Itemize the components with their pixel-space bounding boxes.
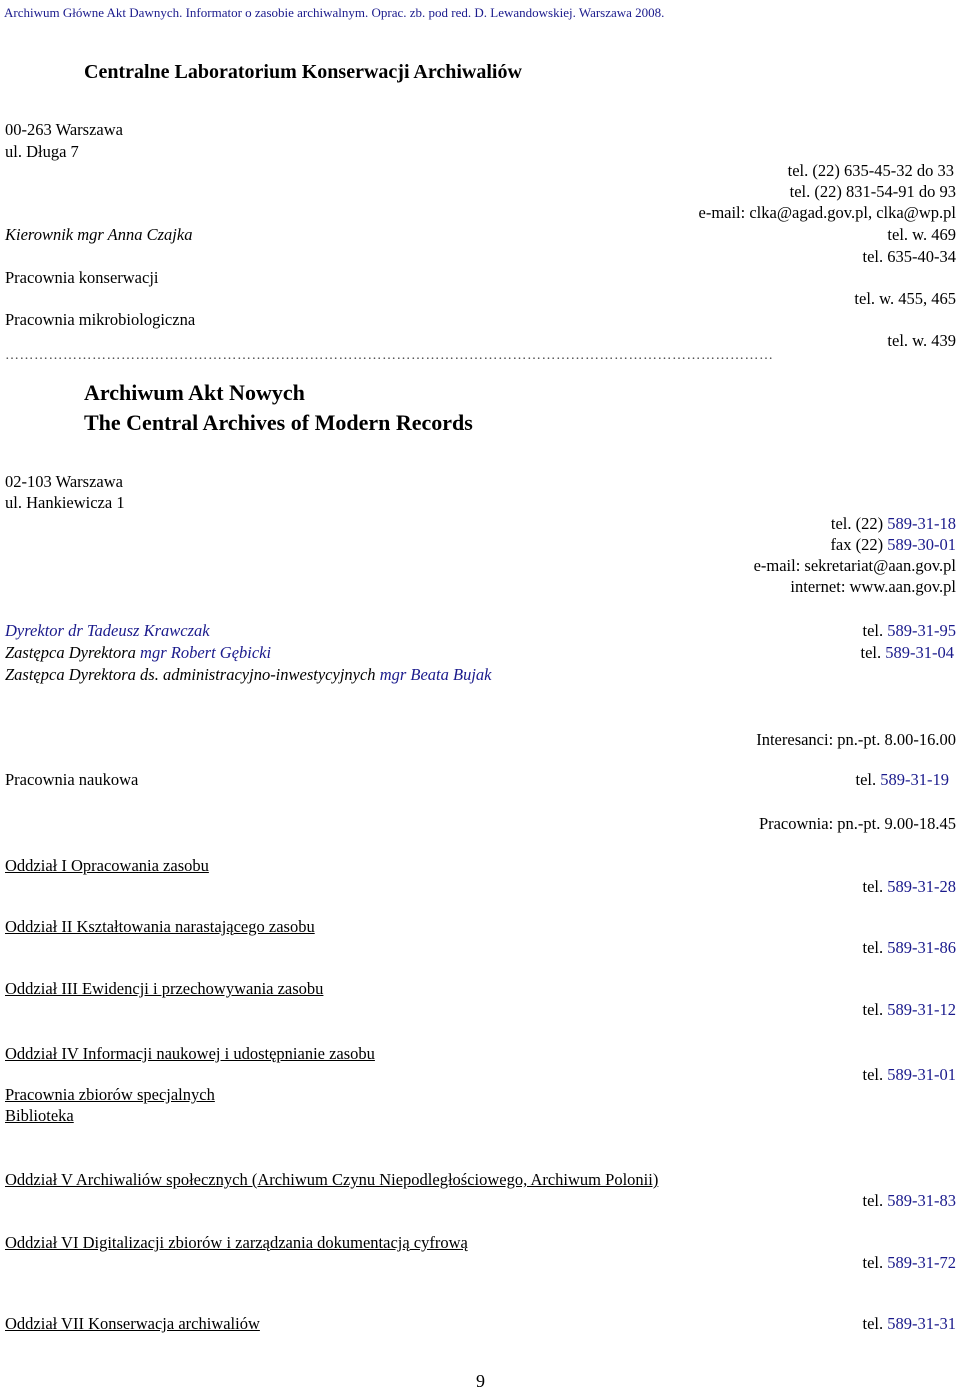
aan-reading-room: Pracownia naukowa xyxy=(5,770,139,789)
clka-conservation-lab: Pracownia konserwacji xyxy=(5,268,159,287)
aan-director-tel-label: tel. xyxy=(862,621,888,640)
clka-conservation-tel: tel. w. 455, 465 xyxy=(854,289,956,308)
aan-address-city: 02-103 Warszawa xyxy=(5,472,123,491)
aan-deputy-admin-label: Zastępca Dyrektora ds. administracyjno-inwestycyjnych xyxy=(5,665,380,684)
department-4-tel-number: 589-31-01 xyxy=(887,1065,956,1084)
clka-tel-3: tel. 635-40-34 xyxy=(862,247,956,266)
department-4: Oddział IV Informacji naukowej i udostępnianie zasobu xyxy=(5,1044,375,1063)
library: Biblioteka xyxy=(5,1106,74,1125)
aan-fax xyxy=(830,535,956,555)
aan-director-tel xyxy=(863,621,957,641)
department-5-tel-number: 589-31-83 xyxy=(887,1191,956,1210)
department-6-tel-label: tel. xyxy=(862,1253,888,1272)
page-number: 9 xyxy=(476,1371,485,1391)
department-7-tel-number: 589-31-31 xyxy=(887,1314,956,1333)
clka-title: Centralne Laboratorium Konserwacji Archiwaliów xyxy=(84,61,522,83)
department-3-tel-label: tel. xyxy=(862,1000,888,1019)
aan-deputy-label: Zastępca Dyrektora xyxy=(5,643,141,662)
aan-director-tel-number: 589-31-95 xyxy=(887,621,956,640)
department-6-tel-number: 589-31-72 xyxy=(887,1253,956,1272)
department-7-tel-label: tel. xyxy=(862,1314,888,1333)
department-2-tel xyxy=(863,938,957,958)
aan-hours-visitors: Interesanci: pn.-pt. 8.00-16.00 xyxy=(756,730,956,749)
clka-head: Kierownik mgr Anna Czajka xyxy=(5,225,193,244)
aan-deputy-admin xyxy=(5,665,492,685)
aan-deputy-tel-number: 589-31-04 xyxy=(885,643,954,662)
department-1-tel xyxy=(863,877,957,897)
department-1-tel-number: 589-31-28 xyxy=(887,877,956,896)
aan-address-street: ul. Hankiewicza 1 xyxy=(5,493,125,512)
department-3: Oddział III Ewidencji i przechowywania zasobu xyxy=(5,979,324,998)
department-4-tel-label: tel. xyxy=(862,1065,888,1084)
aan-deputy-admin-name: mgr Beata Bujak xyxy=(379,665,492,684)
department-4-tel xyxy=(863,1065,957,1085)
clka-head-tel: tel. w. 469 xyxy=(887,225,956,244)
department-1: Oddział I Opracowania zasobu xyxy=(5,856,209,875)
clka-email: e-mail: clka@agad.gov.pl, clka@wp.pl xyxy=(698,203,956,222)
department-1-tel-label: tel. xyxy=(862,877,888,896)
aan-email: e-mail: sekretariat@aan.gov.pl xyxy=(753,556,956,575)
aan-hours-room: Pracownia: pn.-pt. 9.00-18.45 xyxy=(758,814,956,833)
header-citation: Archiwum Główne Akt Dawnych. Informator o zasobie archiwalnym. Oprac. zb. pod red. D. Lewandowskiej. Warszawa 2008. xyxy=(4,5,665,20)
section-separator: …………………………………………………………………………………………………………………………………………… xyxy=(5,348,774,363)
aan-tel-number: 589-31-18 xyxy=(887,514,956,533)
aan-reading-room-tel-label: tel. xyxy=(855,770,881,789)
clka-address-city: 00-263 Warszawa xyxy=(5,120,123,139)
department-2-tel-label: tel. xyxy=(862,938,888,957)
department-6: Oddział VI Digitalizacji zbiorów i zarządzania dokumentacją cyfrową xyxy=(5,1233,468,1252)
special-collections-lab: Pracownia zbiorów specjalnych xyxy=(5,1085,215,1104)
aan-fax-label: fax (22) xyxy=(830,535,888,554)
aan-deputy-tel xyxy=(861,643,955,663)
department-5-tel-label: tel. xyxy=(862,1191,888,1210)
department-7-tel xyxy=(863,1314,957,1334)
aan-reading-room-tel xyxy=(856,770,950,790)
department-6-tel xyxy=(863,1253,957,1273)
department-7: Oddział VII Konserwacja archiwaliów xyxy=(5,1314,260,1333)
aan-deputy-tel-label: tel. xyxy=(860,643,886,662)
clka-microbio-lab: Pracownia mikrobiologiczna xyxy=(5,310,196,329)
aan-deputy-name: mgr Robert Gębicki xyxy=(140,643,272,662)
aan-subtitle: The Central Archives of Modern Records xyxy=(84,410,473,435)
aan-internet: internet: www.aan.gov.pl xyxy=(790,577,956,596)
aan-fax-number: 589-30-01 xyxy=(887,535,956,554)
aan-tel-label: tel. (22) xyxy=(830,514,888,533)
clka-microbio-tel: tel. w. 439 xyxy=(887,331,956,350)
aan-reading-room-tel-number: 589-31-19 xyxy=(880,770,949,789)
department-5: Oddział V Archiwaliów społecznych (Archiwum Czynu Niepodległościowego, Archiwum Polonii) xyxy=(5,1170,659,1189)
clka-address-street: ul. Długa 7 xyxy=(5,142,79,161)
aan-tel xyxy=(831,514,956,534)
clka-tel-1: tel. (22) 635-45-32 do 33 xyxy=(787,161,954,180)
department-3-tel-number: 589-31-12 xyxy=(887,1000,956,1019)
department-3-tel xyxy=(863,1000,957,1020)
department-2-tel-number: 589-31-86 xyxy=(887,938,956,957)
department-2: Oddział II Kształtowania narastającego zasobu xyxy=(5,917,315,936)
aan-director: Dyrektor dr Tadeusz Krawczak xyxy=(5,621,210,640)
aan-title: Archiwum Akt Nowych xyxy=(84,380,305,405)
aan-deputy xyxy=(5,643,271,663)
department-5-tel xyxy=(863,1191,957,1211)
clka-tel-2: tel. (22) 831-54-91 do 93 xyxy=(789,182,956,201)
